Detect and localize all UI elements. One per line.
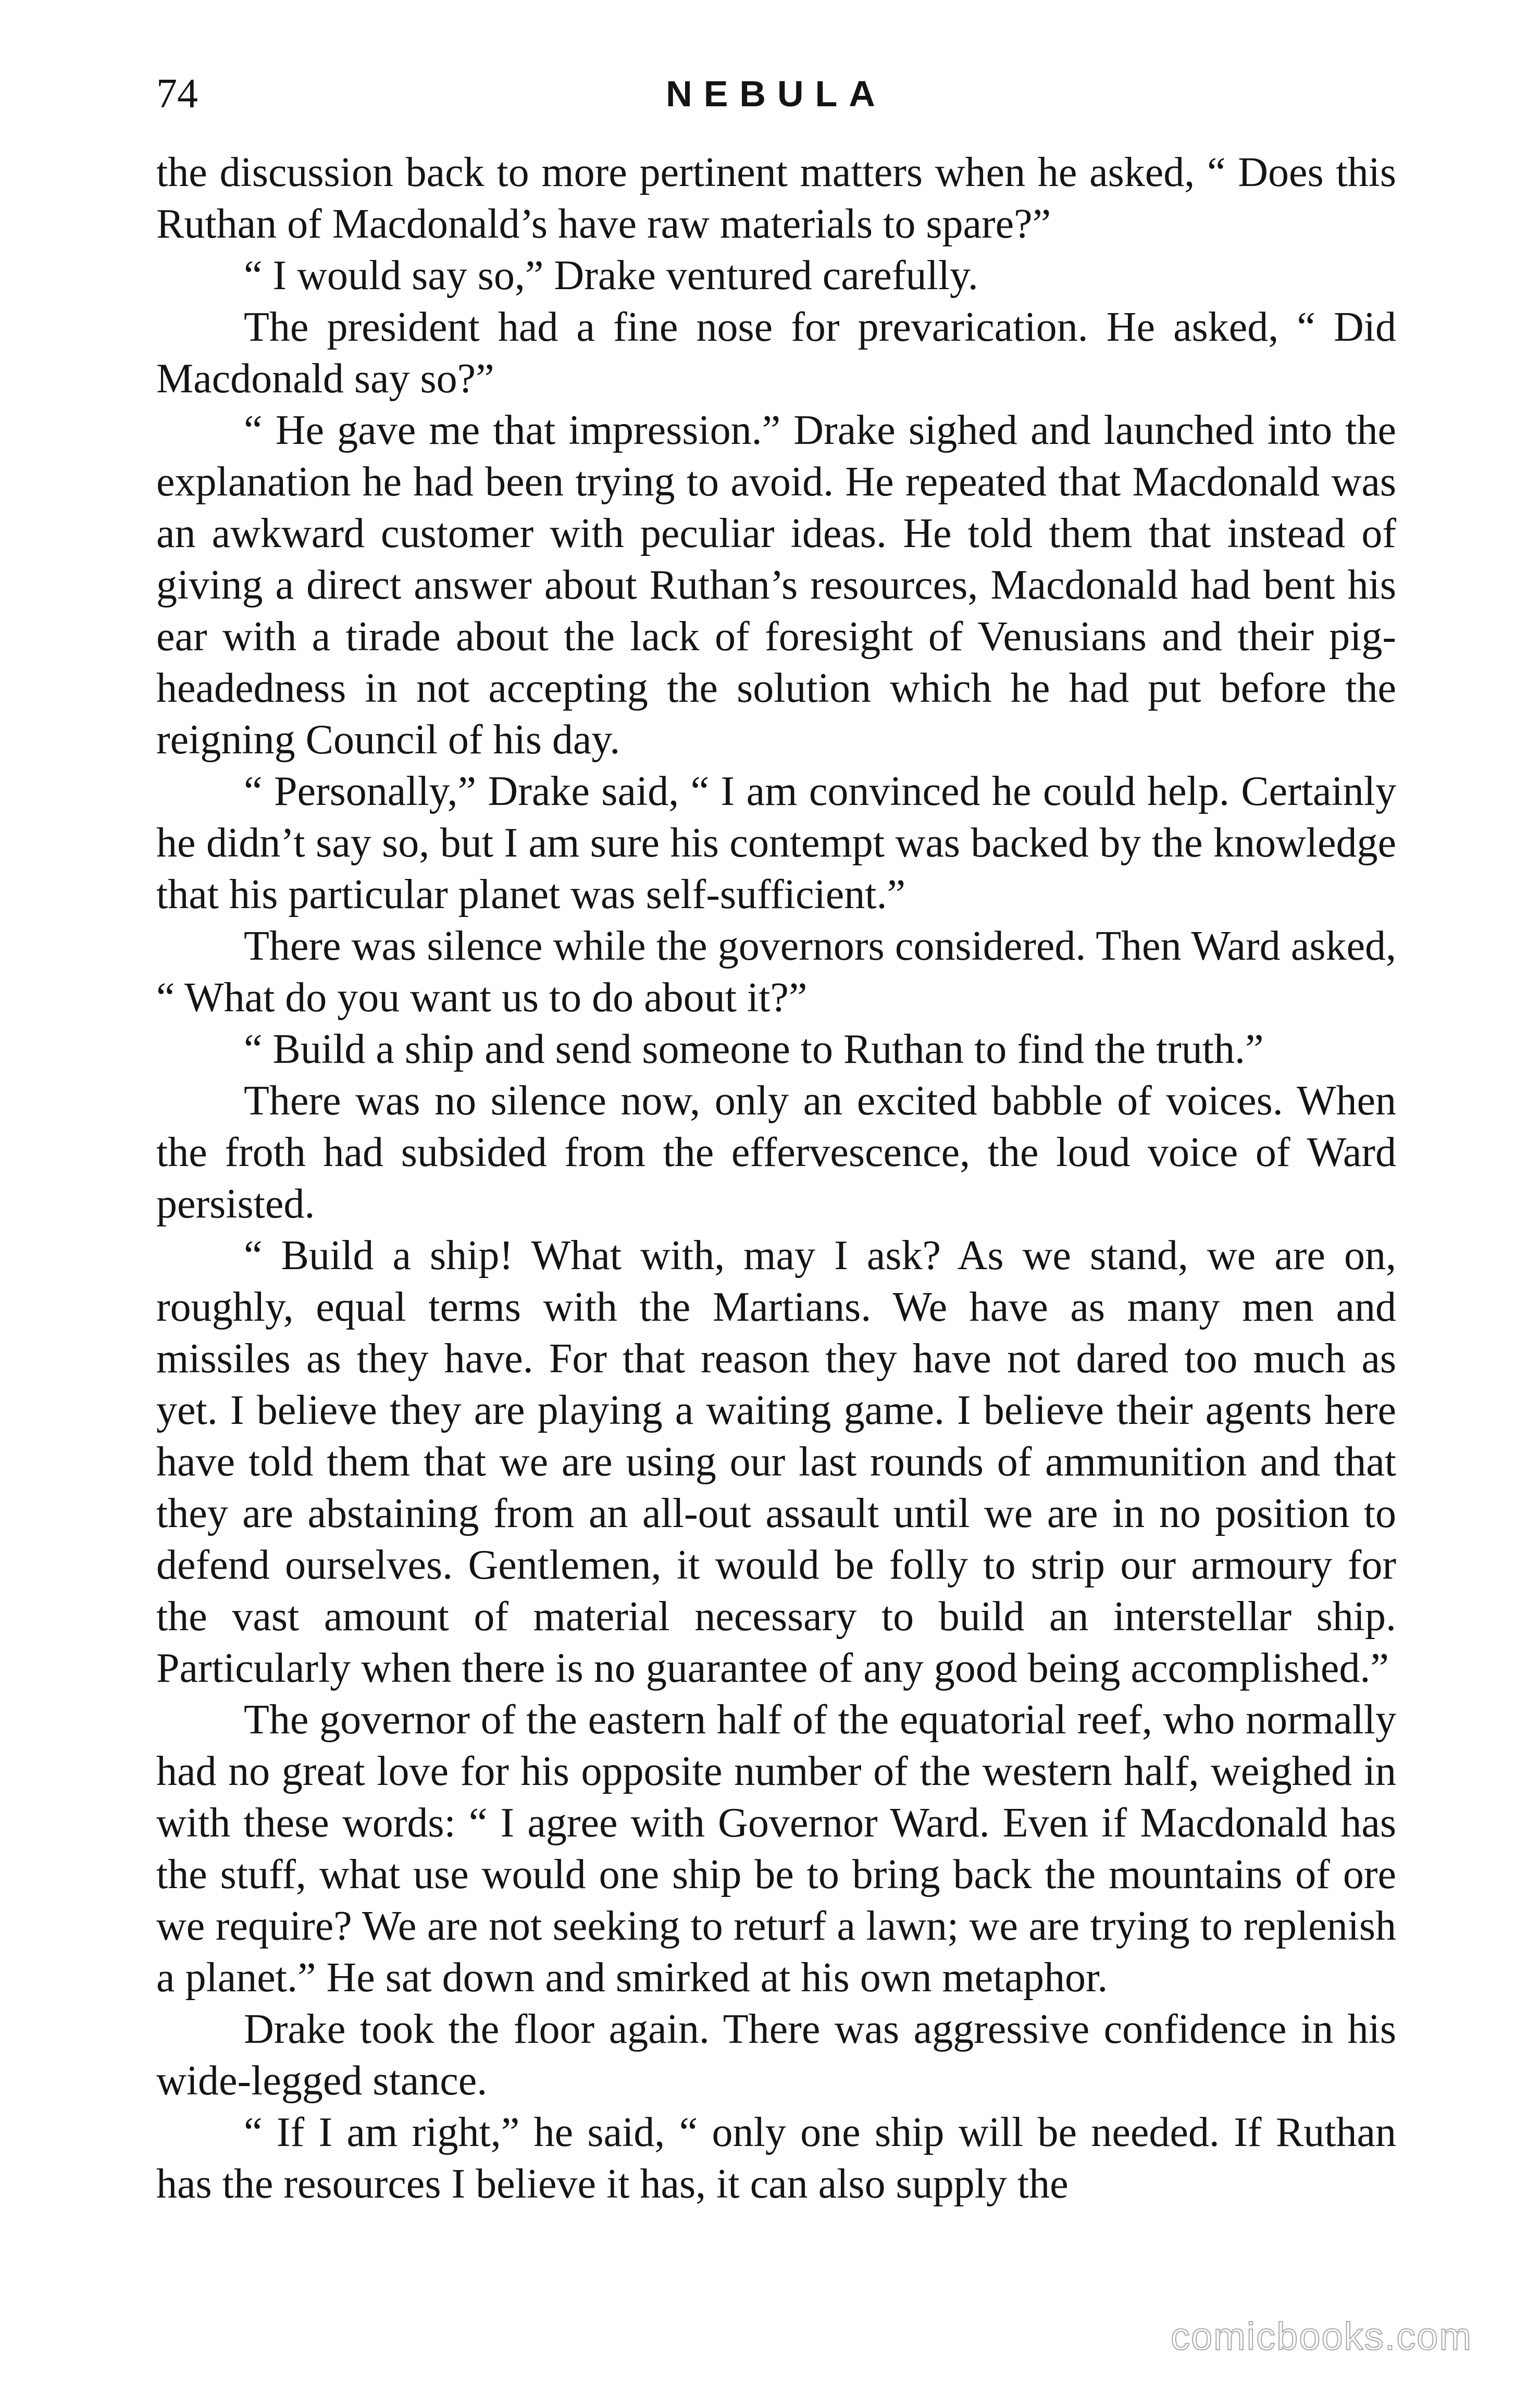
- page-number: 74: [156, 71, 198, 117]
- page-header: [156, 68, 1396, 125]
- paragraph: The president had a fine nose for prevarication. He asked, “ Did Macdonald say so?”: [156, 304, 1396, 402]
- running-head: NEBULA: [666, 73, 887, 114]
- paragraph: There was no silence now, only an excited babble of voices. When the froth had subsided from the effervescence, the loud voice of Ward persisted.: [156, 1078, 1396, 1227]
- paragraph: Drake took the floor again. There was aggressive confidence in his wide-legged stance.: [156, 2006, 1396, 2104]
- paragraph: “ If I am right,” he said, “ only one ship will be needed. If Ruthan has the resources I believe it has, it can also supply the: [156, 2110, 1396, 2207]
- paragraph: “ Build a ship! What with, may I ask? As we stand, we are on, roughly, equal terms with the Martians. We have as many men and missiles as they have. For that reason they have not dared too much as yet. I believe they are playing a waiting game. I believe their agents here have told them that we are using our last rounds of ammunition and that they are abstaining from an all-out assault until we are in no position to defend ourselves. Gentlemen, it would be folly to strip our armoury for the vast amount of material necessary to build an interstellar ship. Particularly when there is no guarantee of any good being accomplished.”: [156, 1233, 1396, 1691]
- paragraph: the discussion back to more pertinent matters when he asked, “ Does this Ruthan of Macdonald’s have raw materials to spare?”: [156, 150, 1396, 247]
- paragraph: “ Build a ship and send someone to Ruthan to find the truth.”: [244, 1026, 1264, 1072]
- paragraph: The governor of the eastern half of the equatorial reef, who normally had no great love for his opposite number of the western half, weighed in with these words: “ I agree with Governor Ward. Even if Macdonald has the stuff, what use would one ship be to bring back the mountains of ore we require? We are not seeking to returf a lawn; we are trying to replenish a planet.” He sat down and smirked at his own metaphor.: [156, 1697, 1396, 2001]
- body-text: [156, 147, 1396, 2210]
- paragraph: There was silence while the governors considered. Then Ward asked, “ What do you want us to do about it?”: [156, 923, 1396, 1021]
- watermark: comicbooks.com: [1170, 2315, 1472, 2358]
- paragraph: “ He gave me that impression.” Drake sighed and launched into the explanation he had been trying to avoid. He repeated that Macdonald was an awkward customer with peculiar ideas. He told them that instead of giving a direct answer about Ruthan’s resources, Macdonald had bent his ear with a tirade about the lack of foresight of Venusians and their pig-headedness in not accepting the solution which he had put before the reigning Council of his day.: [156, 407, 1396, 763]
- paragraph: “ Personally,” Drake said, “ I am convinced he could help. Certainly he didn’t say so, but I am sure his contempt was backed by the knowledge that his particular planet was self-sufficient.”: [156, 768, 1396, 917]
- paragraph: “ I would say so,” Drake ventured carefully.: [244, 253, 978, 299]
